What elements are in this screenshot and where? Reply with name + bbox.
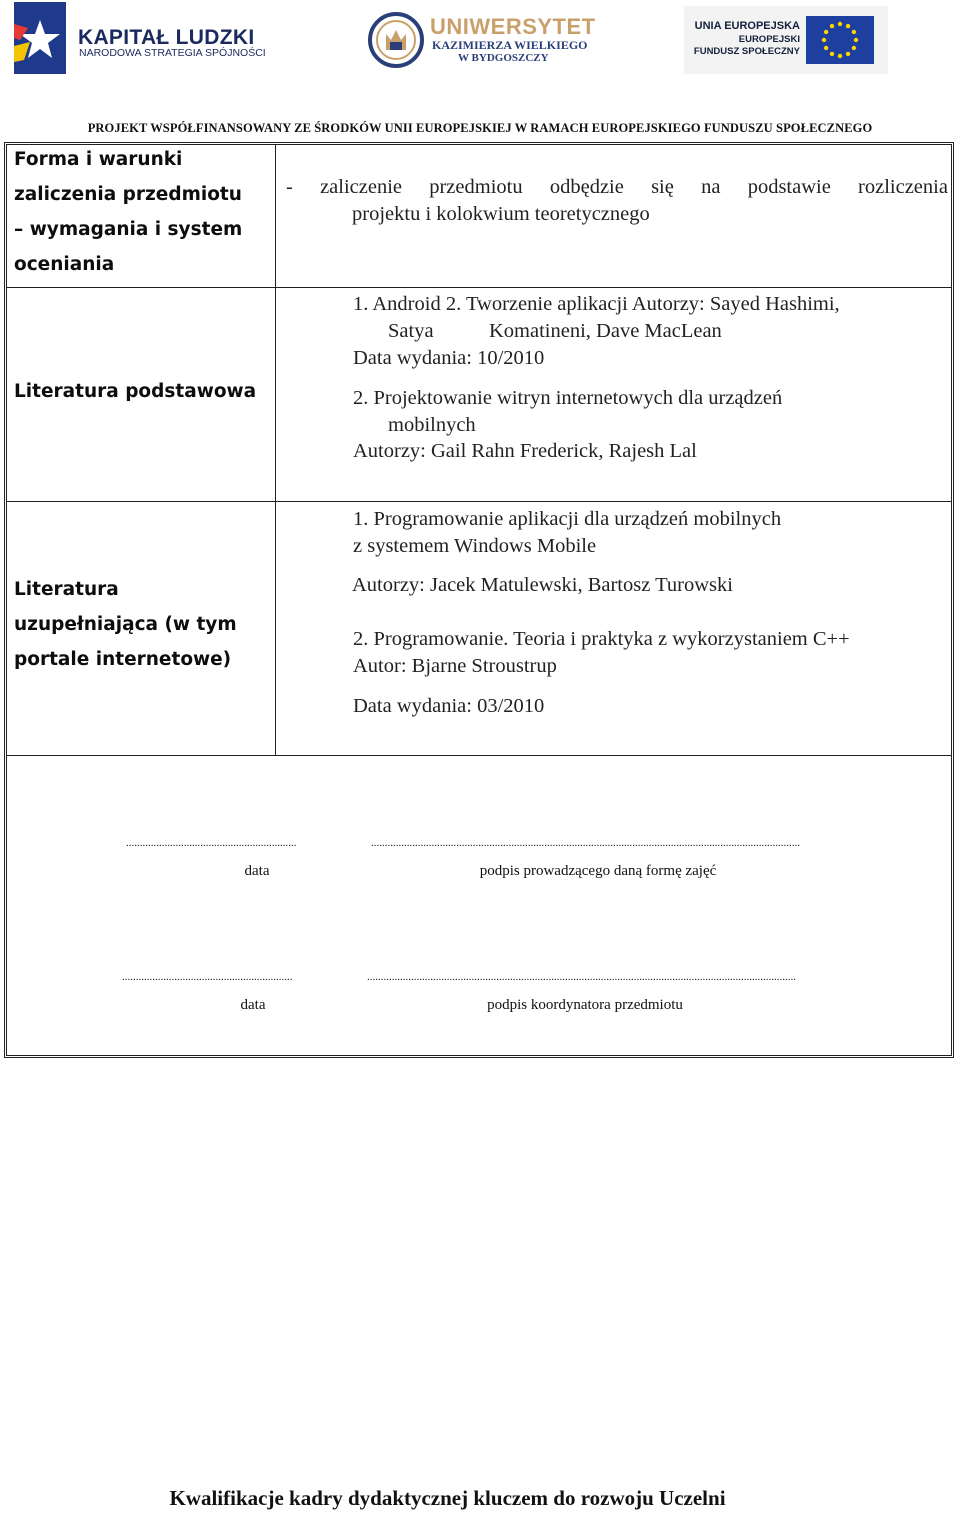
row-divider: [7, 755, 951, 756]
word: zaliczenie: [320, 176, 402, 198]
assessment-label: [14, 142, 276, 282]
ukw-line1: UNIWERSYTET: [430, 14, 596, 39]
date-dotted-line: ..............................................................: [122, 971, 293, 983]
word: podstawie: [747, 176, 831, 198]
syllabus-table: [4, 142, 954, 1058]
basic-lit-item1-line2a: Satya: [388, 320, 434, 342]
basic-lit-item2-authors: Autorzy: Gail Rahn Frederick, Rajesh Lal: [353, 440, 697, 462]
ue-efs-logo: [684, 6, 888, 74]
word: przedmiotu: [429, 176, 523, 198]
assessment-label-line: Forma i warunki: [14, 149, 183, 170]
ue-line2: EUROPEJSKI: [738, 34, 800, 45]
supp-lit-item2-line1: 2. Programowanie. Teoria i praktyka z wykorzystaniem C++: [353, 628, 850, 650]
supp-lit-item1-authors: Autorzy: Jacek Matulewski, Bartosz Turowski: [352, 574, 733, 596]
assessment-label-line: zaliczenia przedmiotu: [14, 184, 242, 205]
assessment-label-line: oceniania: [14, 254, 115, 275]
basic-lit-item1-line2b: Komatineni, Dave MacLean: [489, 320, 722, 342]
project-cofinancing-line: PROJEKT WSPÓŁFINANSOWANY ZE ŚRODKÓW UNII EUROPEJSKIEJ W RAMACH EUROPEJSKIEGO FUNDUSZU SPOŁECZNEGO: [87, 121, 873, 135]
ue-line3: FUNDUSZ SPOŁECZNY: [693, 46, 800, 57]
ue-line1: UNIA EUROPEJSKA: [694, 20, 800, 32]
coordinator-signature-label: podpis koordynatora przedmiotu: [487, 997, 683, 1013]
date-dotted-line: ..............................................................: [126, 837, 297, 849]
row-divider: [7, 501, 951, 502]
basic-lit-item2-line1: 2. Projektowanie witryn internetowych dla urządzeń: [353, 387, 783, 409]
supp-lit-item1-line1: 1. Programowanie aplikacji dla urządzeń mobilnych: [353, 508, 782, 530]
date-label: data: [240, 997, 266, 1013]
instructor-signature-label: podpis prowadzącego daną formę zajęć: [479, 863, 717, 879]
basic-lit-item1-line1: 1. Android 2. Tworzenie aplikacji Autorzy: Sayed Hashimi,: [353, 293, 840, 315]
word: się: [651, 176, 674, 198]
row-divider: [7, 287, 951, 288]
date-label: data: [244, 863, 270, 879]
kapital-ludzki-star-icon: [14, 2, 66, 74]
signature-dotted-line: ............................................................................................................................................................: [371, 837, 800, 849]
kapital-ludzki-title: KAPITAŁ LUDZKI: [78, 26, 255, 49]
signature-dotted-line: ............................................................................................................................................................: [367, 971, 796, 983]
assessment-label-line: – wymagania i system: [14, 219, 243, 240]
supp-lit-item2-line2: Autor: Bjarne Stroustrup: [353, 655, 557, 677]
basic-literature-label: Literatura podstawowa: [14, 381, 257, 402]
basic-lit-item2-line2: mobilnych: [388, 414, 476, 436]
kapital-ludzki-subtitle: NARODOWA STRATEGIA SPÓJNOŚCI: [79, 47, 266, 59]
university-seal-icon: [368, 12, 424, 68]
ukw-line2: KAZIMIERZA WIELKIEGO: [432, 38, 588, 52]
word: rozliczenia: [858, 176, 948, 198]
supp-label-line: uzupełniająca (w tym: [14, 614, 237, 635]
supp-label-line: portale internetowe): [14, 649, 232, 670]
supp-label-line: Literatura: [14, 579, 119, 600]
word: odbędzie: [549, 176, 624, 198]
eu-flag-icon: [806, 16, 874, 64]
word: -: [286, 176, 293, 198]
ukw-line3: W BYDGOSZCZY: [458, 52, 549, 64]
assessment-text-line1: [286, 174, 948, 201]
supp-lit-item1-line2: z systemem Windows Mobile: [353, 535, 597, 557]
supp-lit-item2-date: Data wydania: 03/2010: [353, 695, 545, 717]
ukw-logo: [368, 12, 596, 72]
footer-slogan: Kwalifikacje kadry dydaktycznej kluczem do rozwoju Uczelni: [169, 1486, 726, 1510]
basic-lit-item1-date: Data wydania: 10/2010: [353, 347, 545, 369]
word: na: [701, 176, 721, 198]
kapital-ludzki-logo: [14, 2, 266, 76]
assessment-text-line2: projektu i kolokwium teoretycznego: [352, 203, 650, 225]
supplementary-literature-label: [14, 572, 276, 677]
